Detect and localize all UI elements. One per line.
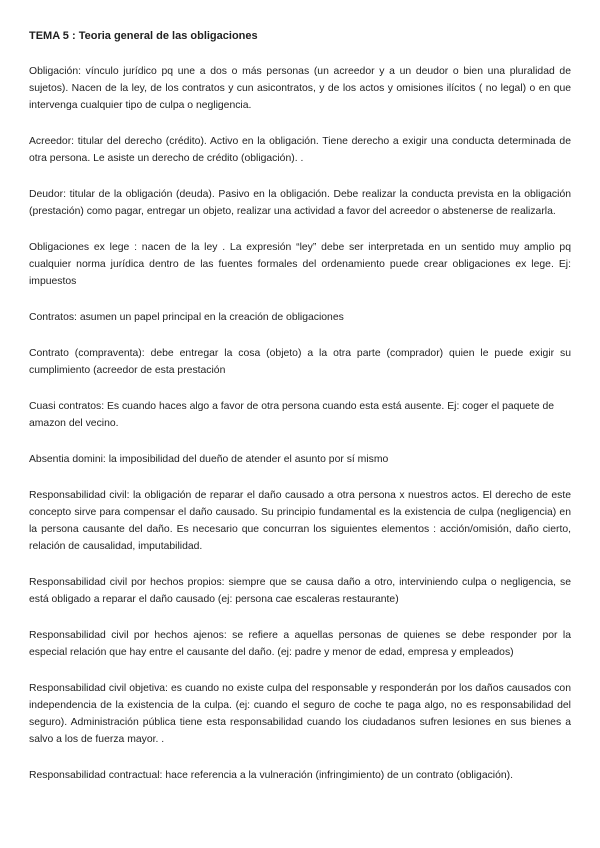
paragraph-contractual: Responsabilidad contractual: hace referencia a la vulneración (infringimiento) de un contrato (obligación).	[29, 770, 514, 781]
paragraph-absentia-domini: Absentia domini: la imposibilidad del dueño de atender el asunto por sí mismo	[29, 454, 389, 465]
paragraph-hechos-propios: Responsabilidad civil por hechos propios: siempre que se causa daño a otro, interviniendo culpa o negligencia, se está obligado a reparar el daño causado (ej: persona cae escaleras restaurante)	[29, 577, 571, 605]
paragraph-obligaciones-ex-lege: Obligaciones ex lege : nacen de la ley . La expresión “ley” debe ser interpretada en un sentido muy amplio pq cualquier norma jurídica dentro de las fuentes formales del ordenamiento puede crear obligaciones ex lege. Ej: impuestos	[29, 242, 571, 287]
document-title: TEMA 5 : Teoria general de las obligaciones	[29, 30, 258, 42]
paragraph-obligacion: Obligación: vínculo jurídico pq une a dos o más personas (un acreedor y a un deudor o bien una pluralidad de sujetos). Nacen de la ley, de los contratos y cun asicontratos, y de los actos y omisiones ilícitos ( no legal) o en que intervenga cualquier tipo de culpa o negligencia.	[29, 66, 571, 111]
paragraph-hechos-ajenos: Responsabilidad civil por hechos ajenos: se refiere a aquellas personas de quienes se debe responder por la especial relación que hay entre el causante del daño. (ej: padre y menor de edad, empresa y empleados)	[29, 630, 571, 658]
paragraph-contrato-compraventa: Contrato (compraventa): debe entregar la cosa (objeto) a la otra parte (comprador) quien le puede exigir su cumplimiento (acreedor de esta prestación	[29, 348, 571, 376]
paragraph-deudor: Deudor: titular de la obligación (deuda). Pasivo en la obligación. Debe realizar la conducta prevista en la obligación (prestación) como pagar, entregar un objeto, realizar una actividad a favor del acreedor o abstenerse de realizarla.	[29, 189, 571, 217]
paragraph-responsabilidad-civil: Responsabilidad civil: la obligación de reparar el daño causado a otra persona x nuestros actos. El derecho de este concepto sirve para compensar el daño causado. Su principio fundamental es la existencia de culpa (negligencia) en la persona causante del daño. Es necesario que concurran los siguientes elementos : acción/omisión, daño cierto, relación de causalidad, imputabilidad.	[29, 490, 571, 552]
paragraph-civil-objetiva: Responsabilidad civil objetiva: es cuando no existe culpa del responsable y responderán por los daños causados con independencia de la existencia de la culpa. (ej: cuando el seguro de coche te paga algo, no es responsabilidad del seguro). Administración pública tiene esta responsabilidad cuando los ciudadanos sufren lesiones en sus bienes a salvo a los de fuerza mayor. .	[29, 683, 571, 745]
paragraph-contratos: Contratos: asumen un papel principal en la creación de obligaciones	[29, 312, 344, 323]
paragraph-cuasi-contratos: Cuasi contratos: Es cuando haces algo a favor de otra persona cuando esta está ausente. Ej: coger el paquete de amazon del vecino.	[29, 401, 555, 429]
paragraph-acreedor: Acreedor: titular del derecho (crédito). Activo en la obligación. Tiene derecho a exigir una conducta determinada de otra persona. Le asiste un derecho de crédito (obligación). .	[29, 136, 571, 164]
